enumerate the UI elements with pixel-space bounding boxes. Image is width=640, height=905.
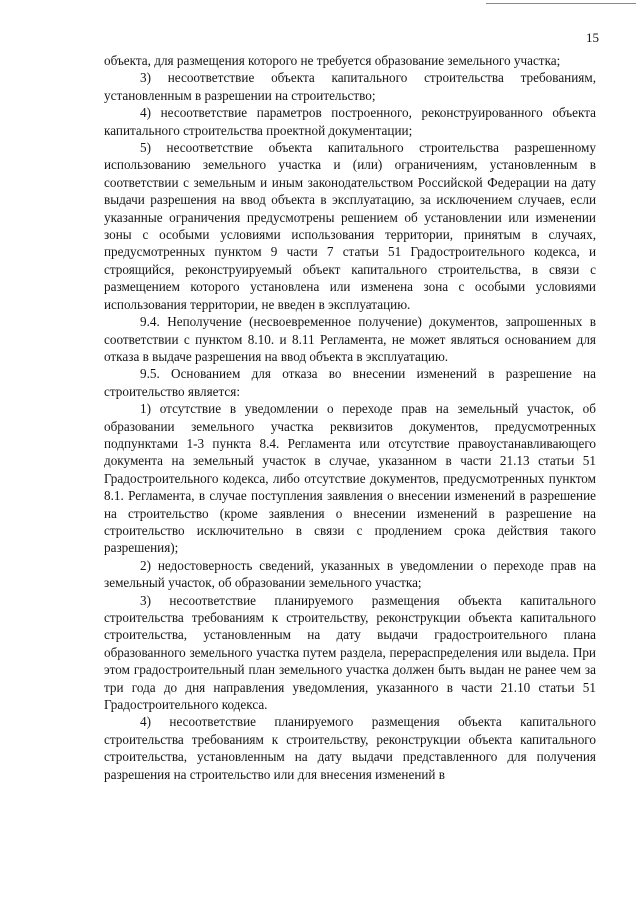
paragraph-9-5-item-4: 4) несоответствие планируемого размещения объекта капитального строительства требованиям к строительству, реконструкции объекта капитального строительства, установленным на дату выдачи представленного для получения разрешения на строительство или для внесения изменений в	[104, 714, 596, 782]
paragraph-9-5-item-3: 3) несоответствие планируемого размещения объекта капитального строительства требованиям к строительству, реконструкции объекта капитального строительства, установленным на дату выдачи градостроительного плана образованного земельного участка путем раздела, перераспределения или выдела. При этом градостроительный план земельного участка должен быть выдан не ранее чем за три года до дня направления уведомления, указанного в части 21.10 статьи 51 Градостроительного кодекса.	[104, 592, 596, 713]
paragraph-9-5-item-2: 2) недостоверность сведений, указанных в уведомлении о переходе прав на земельный участок, об образовании земельного участка;	[104, 557, 596, 591]
paragraph-section-9-4: 9.4. Неполучение (несвоевременное получение) документов, запрошенных в соответствии с пунктом 8.10. и 8.11 Регламента, не может являться основанием для отказа в выдаче разрешения на ввод объекта в эксплуатацию.	[104, 314, 596, 364]
document-body	[104, 52, 596, 783]
paragraph-9-5-item-1: 1) отсутствие в уведомлении о переходе прав на земельный участок, об образовании земельного участка реквизитов документов, предусмотренных подпунктами 1-3 пункта 8.4. Регламента или отсутствие правоустанавливающего документа на земельный участок в случае, указанном в части 21.13 статьи 51 Градостроительного кодекса, либо отсутствие документов, предусмотренных пунктом 8.1. Регламента, в случае поступления заявления о внесении изменений в разрешение на строительство (кроме заявления о внесении изменений в разрешение на строительство исключительно в связи с продлением срока действия такого разрешения);	[104, 401, 596, 556]
paragraph-item-4-design-mismatch: 4) несоответствие параметров построенного, реконструированного объекта капитального строительства проектной документации;	[104, 105, 596, 138]
paragraph-item-3-permit-mismatch: 3) несоответствие объекта капитального строительства требованиям, установленным в разрешении на строительство;	[104, 70, 596, 103]
paragraph-item-5-land-use-mismatch: 5) несоответствие объекта капитального строительства разрешенному использованию земельного участка и (или) ограничениям, установленным в соответствии с земельным и иным законодательством Российской Федерации на дату выдачи разрешения на ввод объекта в эксплуатацию, за исключением случаев, если указанные ограничения предусмотрены решением об установлении или изменении зоны с особыми условиями использования территории, принятым в случаях, предусмотренных пунктом 9 части 7 статьи 51 Градостроительного кодекса, и строящийся, реконструируемый объект капитального строительства, в связи с размещением которого установлена или изменена зона с особыми условиями использования территории, не введен в эксплуатацию.	[104, 140, 596, 312]
top-rule	[486, 3, 636, 4]
paragraph-1-continuation: объекта, для размещения которого не требуется образование земельного участка;	[104, 53, 561, 68]
paragraph-section-9-5: 9.5. Основанием для отказа во внесении изменений в разрешение на строительство является:	[104, 366, 596, 399]
page-number: 15	[586, 30, 599, 45]
